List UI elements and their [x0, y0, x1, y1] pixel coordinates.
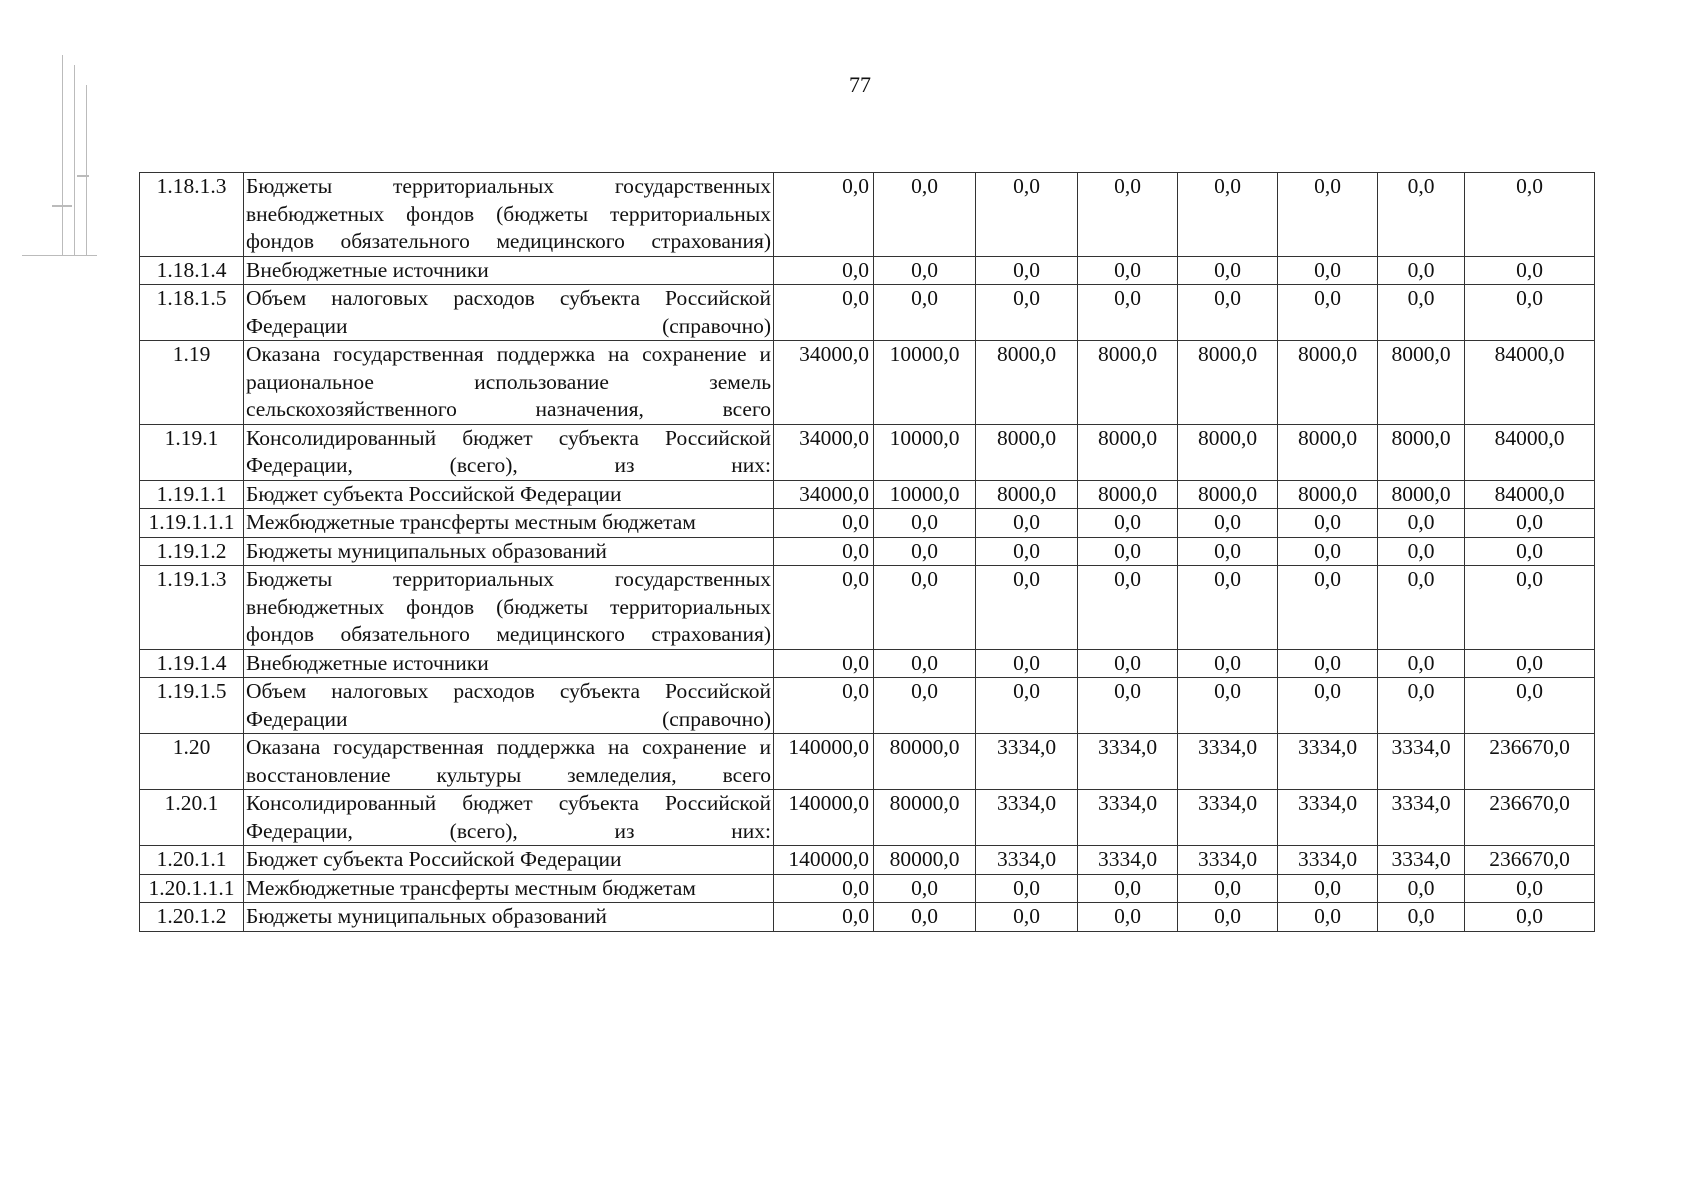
value-cell: 0,0 — [774, 509, 874, 538]
value-cell: 3334,0 — [1178, 846, 1278, 875]
value-cell: 80000,0 — [874, 734, 976, 790]
table-row — [140, 874, 1595, 903]
value-cell: 0,0 — [976, 649, 1078, 678]
value-cell: 3334,0 — [1278, 734, 1378, 790]
value-cell: 8000,0 — [1078, 341, 1178, 425]
value-cell: 0,0 — [976, 256, 1078, 285]
value-cell: 0,0 — [1378, 566, 1465, 650]
row-description: Бюджеты муниципальных образований — [244, 903, 774, 932]
value-cell: 3334,0 — [1178, 734, 1278, 790]
value-cell: 0,0 — [1465, 509, 1595, 538]
row-description: Межбюджетные трансферты местным бюджетам — [244, 509, 774, 538]
value-cell: 0,0 — [1178, 509, 1278, 538]
value-cell: 8000,0 — [1378, 480, 1465, 509]
row-code: 1.18.1.4 — [140, 256, 244, 285]
value-cell: 0,0 — [1278, 256, 1378, 285]
table-row — [140, 734, 1595, 790]
value-cell: 0,0 — [1178, 285, 1278, 341]
table-row — [140, 790, 1595, 846]
row-description: Бюджеты территориальных государственных внебюджетных фондов (бюджеты территориальных фондов обязательного медицинского страхования) — [244, 173, 774, 257]
value-cell: 84000,0 — [1465, 341, 1595, 425]
value-cell: 0,0 — [1278, 537, 1378, 566]
value-cell: 0,0 — [1178, 903, 1278, 932]
row-code: 1.19.1.4 — [140, 649, 244, 678]
value-cell: 8000,0 — [1178, 424, 1278, 480]
table-row — [140, 903, 1595, 932]
value-cell: 0,0 — [774, 678, 874, 734]
value-cell: 10000,0 — [874, 424, 976, 480]
value-cell: 8000,0 — [1278, 341, 1378, 425]
row-description: Межбюджетные трансферты местным бюджетам — [244, 874, 774, 903]
row-code: 1.20.1.2 — [140, 903, 244, 932]
value-cell: 8000,0 — [1278, 480, 1378, 509]
value-cell: 0,0 — [1178, 173, 1278, 257]
value-cell: 80000,0 — [874, 846, 976, 875]
value-cell: 0,0 — [1078, 509, 1178, 538]
table-row — [140, 424, 1595, 480]
value-cell: 0,0 — [1378, 256, 1465, 285]
value-cell: 0,0 — [874, 903, 976, 932]
value-cell: 0,0 — [1465, 537, 1595, 566]
value-cell: 0,0 — [874, 678, 976, 734]
value-cell: 3334,0 — [976, 734, 1078, 790]
value-cell: 0,0 — [1178, 566, 1278, 650]
value-cell: 8000,0 — [1078, 480, 1178, 509]
row-description: Объем налоговых расходов субъекта Российской Федерации (справочно) — [244, 678, 774, 734]
value-cell: 0,0 — [976, 509, 1078, 538]
value-cell: 0,0 — [774, 285, 874, 341]
value-cell: 0,0 — [1465, 285, 1595, 341]
row-code: 1.19 — [140, 341, 244, 425]
value-cell: 0,0 — [976, 285, 1078, 341]
value-cell: 0,0 — [1078, 903, 1178, 932]
value-cell: 0,0 — [1078, 874, 1178, 903]
value-cell: 8000,0 — [976, 480, 1078, 509]
value-cell: 0,0 — [1465, 678, 1595, 734]
row-description: Бюджет субъекта Российской Федерации — [244, 846, 774, 875]
value-cell: 0,0 — [976, 173, 1078, 257]
value-cell: 0,0 — [1278, 285, 1378, 341]
row-code: 1.19.1.5 — [140, 678, 244, 734]
row-description: Внебюджетные источники — [244, 649, 774, 678]
value-cell: 0,0 — [874, 173, 976, 257]
value-cell: 84000,0 — [1465, 480, 1595, 509]
value-cell: 8000,0 — [1178, 480, 1278, 509]
value-cell: 0,0 — [1178, 649, 1278, 678]
table-row — [140, 537, 1595, 566]
value-cell: 0,0 — [1465, 566, 1595, 650]
row-code: 1.20.1.1 — [140, 846, 244, 875]
page-number: 77 — [849, 72, 871, 97]
value-cell: 0,0 — [1378, 649, 1465, 678]
value-cell: 0,0 — [1278, 874, 1378, 903]
value-cell: 140000,0 — [774, 734, 874, 790]
value-cell: 0,0 — [1278, 903, 1378, 932]
table-row — [140, 480, 1595, 509]
value-cell: 0,0 — [874, 649, 976, 678]
value-cell: 0,0 — [976, 678, 1078, 734]
table-row — [140, 509, 1595, 538]
value-cell: 0,0 — [976, 537, 1078, 566]
value-cell: 0,0 — [774, 537, 874, 566]
value-cell: 0,0 — [1078, 678, 1178, 734]
value-cell: 0,0 — [874, 285, 976, 341]
row-code: 1.20.1.1.1 — [140, 874, 244, 903]
value-cell: 0,0 — [774, 173, 874, 257]
table-row — [140, 256, 1595, 285]
value-cell: 0,0 — [1078, 537, 1178, 566]
value-cell: 0,0 — [1178, 256, 1278, 285]
value-cell: 0,0 — [1178, 537, 1278, 566]
value-cell: 140000,0 — [774, 790, 874, 846]
value-cell: 8000,0 — [1278, 424, 1378, 480]
value-cell: 84000,0 — [1465, 424, 1595, 480]
value-cell: 0,0 — [1378, 173, 1465, 257]
row-code: 1.19.1 — [140, 424, 244, 480]
value-cell: 0,0 — [1278, 173, 1378, 257]
value-cell: 34000,0 — [774, 341, 874, 425]
value-cell: 8000,0 — [1078, 424, 1178, 480]
value-cell: 0,0 — [874, 874, 976, 903]
row-description: Бюджет субъекта Российской Федерации — [244, 480, 774, 509]
value-cell: 236670,0 — [1465, 846, 1595, 875]
value-cell: 0,0 — [774, 903, 874, 932]
value-cell: 140000,0 — [774, 846, 874, 875]
value-cell: 3334,0 — [1078, 846, 1178, 875]
value-cell: 3334,0 — [1278, 790, 1378, 846]
value-cell: 0,0 — [1278, 649, 1378, 678]
table-row — [140, 649, 1595, 678]
row-code: 1.19.1.2 — [140, 537, 244, 566]
value-cell: 3334,0 — [976, 846, 1078, 875]
value-cell: 0,0 — [1178, 874, 1278, 903]
row-description: Консолидированный бюджет субъекта Российской Федерации, (всего), из них: — [244, 790, 774, 846]
row-description: Бюджеты территориальных государственных внебюджетных фондов (бюджеты территориальных фондов обязательного медицинского страхования) — [244, 566, 774, 650]
value-cell: 0,0 — [774, 649, 874, 678]
row-description: Консолидированный бюджет субъекта Российской Федерации, (всего), из них: — [244, 424, 774, 480]
value-cell: 0,0 — [976, 903, 1078, 932]
value-cell: 80000,0 — [874, 790, 976, 846]
value-cell: 0,0 — [774, 874, 874, 903]
value-cell: 236670,0 — [1465, 790, 1595, 846]
table-row — [140, 341, 1595, 425]
value-cell: 0,0 — [1465, 173, 1595, 257]
value-cell: 10000,0 — [874, 341, 976, 425]
table-row — [140, 846, 1595, 875]
row-code: 1.19.1.1.1 — [140, 509, 244, 538]
value-cell: 3334,0 — [1378, 790, 1465, 846]
value-cell: 0,0 — [1465, 256, 1595, 285]
row-code: 1.19.1.3 — [140, 566, 244, 650]
value-cell: 0,0 — [1465, 874, 1595, 903]
value-cell: 0,0 — [1278, 678, 1378, 734]
row-description: Оказана государственная поддержка на сохранение и рациональное использование земель сельскохозяйственного назначения, всего — [244, 341, 774, 425]
value-cell: 0,0 — [1465, 649, 1595, 678]
value-cell: 0,0 — [1278, 509, 1378, 538]
value-cell: 3334,0 — [1178, 790, 1278, 846]
value-cell: 0,0 — [1078, 649, 1178, 678]
budget-table — [139, 172, 1595, 932]
value-cell: 0,0 — [1378, 285, 1465, 341]
value-cell: 3334,0 — [1378, 846, 1465, 875]
value-cell: 0,0 — [1378, 874, 1465, 903]
row-description: Внебюджетные источники — [244, 256, 774, 285]
table-row — [140, 173, 1595, 257]
value-cell: 0,0 — [976, 566, 1078, 650]
table-row — [140, 566, 1595, 650]
row-description: Оказана государственная поддержка на сохранение и восстановление культуры земледелия, всего — [244, 734, 774, 790]
value-cell: 8000,0 — [1378, 424, 1465, 480]
row-code: 1.19.1.1 — [140, 480, 244, 509]
value-cell: 0,0 — [1078, 173, 1178, 257]
value-cell: 0,0 — [874, 566, 976, 650]
value-cell: 3334,0 — [976, 790, 1078, 846]
value-cell: 3334,0 — [1278, 846, 1378, 875]
value-cell: 8000,0 — [1178, 341, 1278, 425]
value-cell: 0,0 — [1378, 509, 1465, 538]
value-cell: 0,0 — [1378, 537, 1465, 566]
value-cell: 8000,0 — [976, 424, 1078, 480]
value-cell: 0,0 — [1378, 678, 1465, 734]
value-cell: 3334,0 — [1378, 734, 1465, 790]
value-cell: 0,0 — [874, 256, 976, 285]
value-cell: 0,0 — [1278, 566, 1378, 650]
value-cell: 34000,0 — [774, 424, 874, 480]
row-code: 1.20.1 — [140, 790, 244, 846]
value-cell: 0,0 — [1465, 903, 1595, 932]
value-cell: 0,0 — [874, 509, 976, 538]
value-cell: 0,0 — [976, 874, 1078, 903]
value-cell: 3334,0 — [1078, 790, 1178, 846]
row-description: Объем налоговых расходов субъекта Российской Федерации (справочно) — [244, 285, 774, 341]
value-cell: 0,0 — [1078, 566, 1178, 650]
row-code: 1.18.1.5 — [140, 285, 244, 341]
value-cell: 0,0 — [874, 537, 976, 566]
value-cell: 3334,0 — [1078, 734, 1178, 790]
value-cell: 236670,0 — [1465, 734, 1595, 790]
value-cell: 0,0 — [774, 256, 874, 285]
value-cell: 0,0 — [774, 566, 874, 650]
value-cell: 8000,0 — [1378, 341, 1465, 425]
table-row — [140, 285, 1595, 341]
value-cell: 34000,0 — [774, 480, 874, 509]
value-cell: 0,0 — [1078, 285, 1178, 341]
value-cell: 0,0 — [1378, 903, 1465, 932]
row-description: Бюджеты муниципальных образований — [244, 537, 774, 566]
table-row — [140, 678, 1595, 734]
value-cell: 0,0 — [1078, 256, 1178, 285]
row-code: 1.18.1.3 — [140, 173, 244, 257]
row-code: 1.20 — [140, 734, 244, 790]
value-cell: 0,0 — [1178, 678, 1278, 734]
value-cell: 8000,0 — [976, 341, 1078, 425]
value-cell: 10000,0 — [874, 480, 976, 509]
